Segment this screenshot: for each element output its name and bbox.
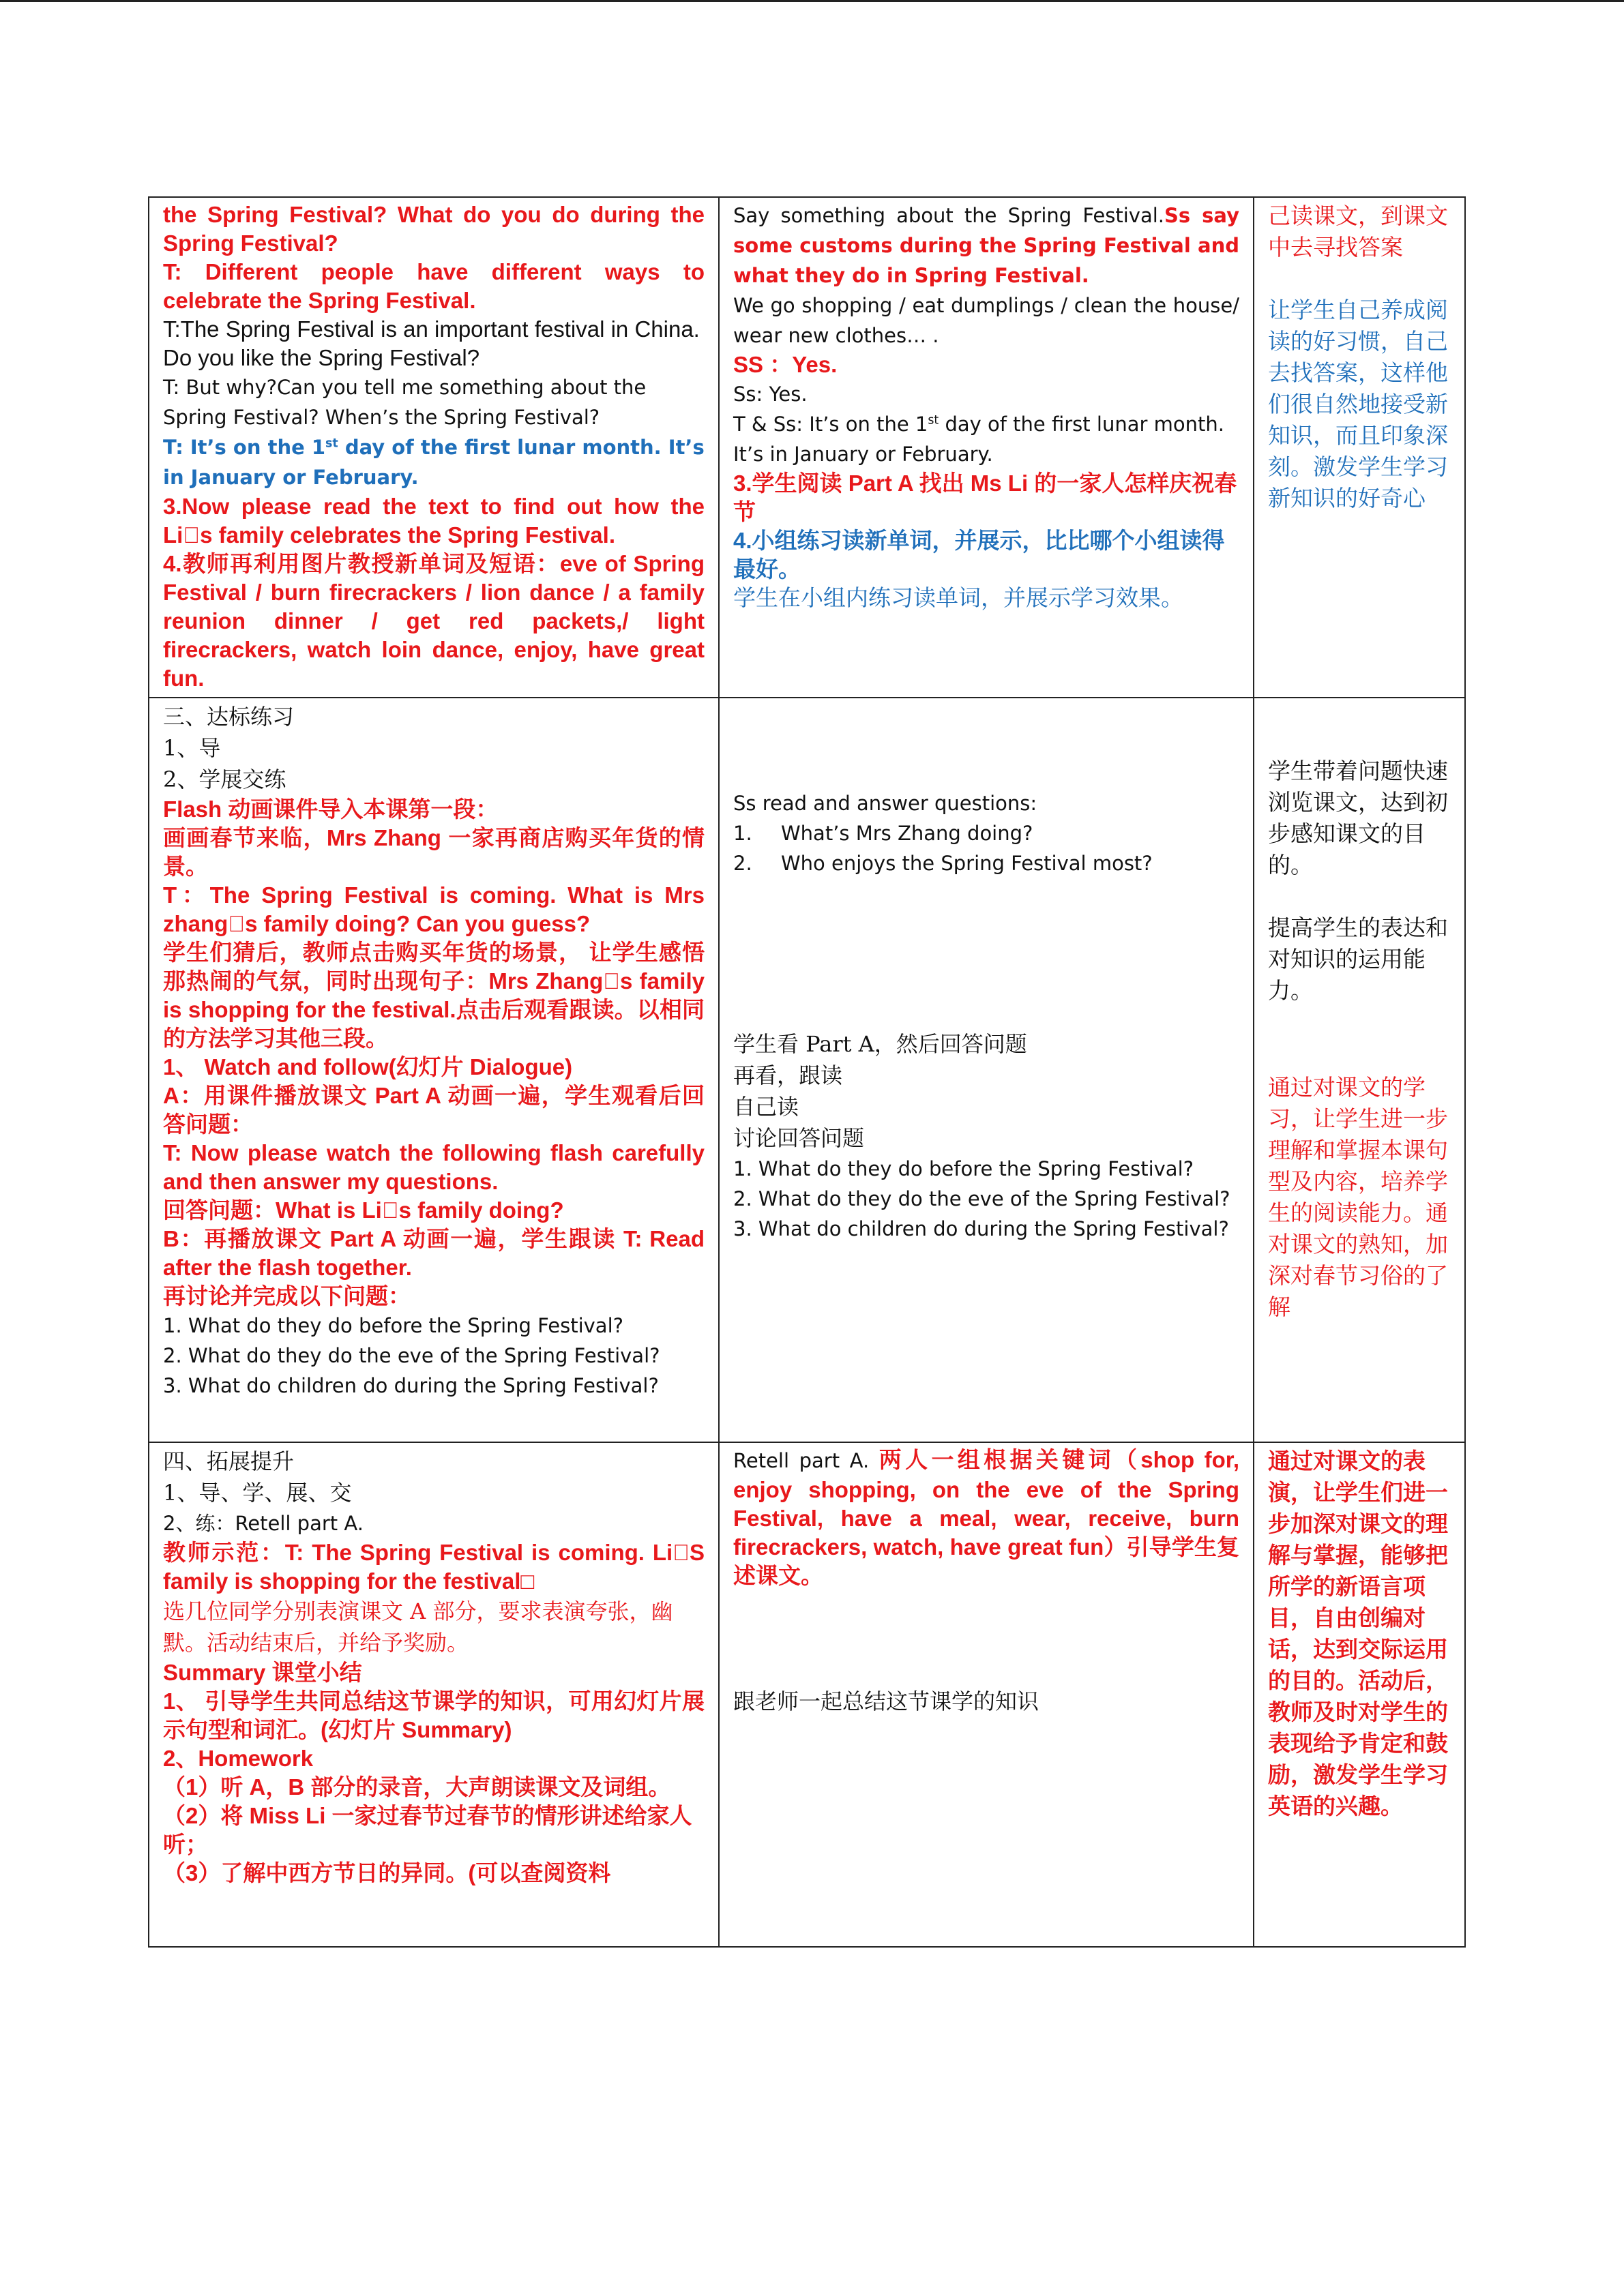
text-line: 1、导、学、展、交 bbox=[163, 1480, 352, 1506]
text-line: 跟老师一起总结这节课学的知识 bbox=[733, 1688, 1039, 1714]
design-intent-cell bbox=[1254, 698, 1465, 1442]
text-line: 学生在小组内练习读单词，并展示学习效果。 bbox=[733, 585, 1183, 610]
student-activity-cell bbox=[719, 1442, 1254, 1947]
text-line: 通过对课文的学习，让学生进一步理解和掌握本课句型及内容，培养学生的阅读能力。通对课文的熟知，加深对春节习俗的了解 bbox=[1268, 1074, 1448, 1320]
list-item: 2. Who enjoys the Spring Festival most? bbox=[733, 852, 1153, 875]
text-line: the Spring Festival? What do you do during the Spring Festival? bbox=[163, 202, 705, 256]
text-line: T:The Spring Festival is an important festival in China. Do you like the Spring Festival? bbox=[163, 316, 700, 370]
text-line: 自己读 bbox=[733, 1094, 799, 1120]
text-line: （2）将 Miss Li 一家过春节过春节的情形讲述给家人听； bbox=[163, 1803, 692, 1857]
lesson-plan-table bbox=[148, 196, 1466, 1948]
text-line: 3.学生阅读 Part A 找出 Ms Li 的一家人怎样庆祝春节 bbox=[733, 471, 1237, 524]
table-row bbox=[149, 698, 1465, 1442]
list-item: 1. What’s Mrs Zhang doing? bbox=[733, 822, 1033, 845]
question-list bbox=[733, 818, 1239, 878]
table-row bbox=[149, 197, 1465, 698]
text-line: Ss: Yes. bbox=[733, 383, 808, 406]
text-line: 提高学生的表达和对知识的运用能力。 bbox=[1268, 914, 1448, 1004]
text-line: 回答问题：What is Li s family doing? bbox=[163, 1197, 564, 1223]
text-line: Flash 动画课件导入本课第一段： bbox=[163, 796, 499, 822]
text-line: T: It’s on the 1st day of the first lunar month. It’s in January or February. bbox=[163, 436, 705, 489]
text-line: 1、 引导学生共同总结这节课学的知识，可用幻灯片展示句型和词汇。(幻灯片 Summary) bbox=[163, 1688, 705, 1742]
text-line: Summary 课堂小结 bbox=[163, 1660, 362, 1685]
text-line: Say something about the Spring Festival.Ss say some customs during the Spring Festival and what they do in Spring Festival. bbox=[733, 204, 1239, 287]
text-line: 让学生自己养成阅读的好习惯，自己去找答案，这样他们很自然地接受新知识，而且印象深刻。激发学生学习新知识的好奇心 bbox=[1268, 297, 1448, 511]
text-line: 四、拓展提升 bbox=[163, 1448, 295, 1474]
design-intent-cell bbox=[1254, 1442, 1465, 1947]
text-line: Retell part A. 两人一组根据关键词（shop for, enjoy shopping, on the eve of the Spring Festival, have a meal, wear, receive, burn firecrackers, watch, have great fun）引导学生复述课文。 bbox=[733, 1447, 1240, 1588]
table-row bbox=[149, 1442, 1465, 1947]
text-line: 4.教师再利用图片教授新单词及短语：eve of Spring Festival / burn firecrackers / lion dance / a family reunion dinner / get red packets,/ light firecrackers, watch loin dance, enjoy, have great fun. bbox=[163, 551, 705, 691]
text-line: T: But why?Can you tell me something about the Spring Festival? When’s the Spring Festival? bbox=[163, 376, 647, 429]
teacher-activity-cell bbox=[149, 1442, 719, 1947]
text-line: 教师示范：T: The Spring Festival is coming. Li S family is shopping for the festival□ bbox=[163, 1540, 705, 1594]
teacher-activity-cell bbox=[149, 698, 719, 1442]
text-line: Ss read and answer questions: bbox=[733, 792, 1037, 815]
text-line: 1. What do they do before the Spring Festival? bbox=[733, 1157, 1194, 1180]
text-line: 学生看 Part A，然后回答问题 bbox=[733, 1031, 1027, 1057]
text-line: （3）了解中西方节日的异同。(可以查阅资料 bbox=[163, 1860, 611, 1885]
text-line: T：The Spring Festival is coming. What is Mrs zhang s family doing? Can you guess? bbox=[163, 882, 705, 936]
text-line: 选几位同学分别表演课文 A 部分，要求表演夸张，幽默。活动结束后，并给予奖励。 bbox=[163, 1598, 673, 1656]
text-line: 再看，跟读 bbox=[733, 1062, 843, 1088]
text-line: T: Now please watch the following flash carefully and then answer my questions. bbox=[163, 1140, 705, 1194]
text-line: 2、学展交练 bbox=[163, 766, 286, 792]
text-line: SS ：Yes. bbox=[733, 352, 838, 377]
text-line: 1. What do they do before the Spring Festival? bbox=[163, 1314, 624, 1337]
text-line: 3.Now please read the text to find out how the Li s family celebrates the Spring Festival. bbox=[163, 494, 705, 548]
text-line: 再讨论并完成以下问题： bbox=[163, 1283, 411, 1309]
text-line: 三、达标练习 bbox=[163, 704, 295, 730]
text-line: T & Ss: It’s on the 1st day of the first lunar month. It’s in January or February. bbox=[733, 413, 1224, 466]
text-line: 2、练：Retell part A. bbox=[163, 1512, 364, 1535]
design-intent-cell bbox=[1254, 197, 1465, 698]
text-line: B：再播放课文 Part A 动画一遍，学生跟读 T: Read after the flash together. bbox=[163, 1226, 705, 1280]
teacher-activity-cell bbox=[149, 197, 719, 698]
text-line: 4.小组练习读新单词，并展示，比比哪个小组读得最好。 bbox=[733, 528, 1225, 582]
text-line: 2. What do they do the eve of the Spring Festival? bbox=[163, 1344, 660, 1367]
text-line: （1）听 A，B 部分的录音，大声朗读课文及词组。 bbox=[163, 1774, 671, 1800]
text-line: A：用课件播放课文 Part A 动画一遍，学生观看后回答问题： bbox=[163, 1083, 705, 1137]
text-line: 2、Homework bbox=[163, 1746, 314, 1771]
text-line: 1、导 bbox=[163, 735, 221, 761]
student-activity-cell bbox=[719, 698, 1254, 1442]
text-line: 通过对课文的表演，让学生们进一步加深对课文的理解与掌握，能够把所学的新语言项目，自由创编对话，达到交际运用的目的。活动后，教师及时对学生的表现给予肯定和鼓励，激发学生学习英语的兴趣。 bbox=[1268, 1448, 1448, 1819]
text-line: 己读课文，到课文中去寻找答案 bbox=[1268, 203, 1448, 260]
text-line: 2. What do they do the eve of the Spring Festival? bbox=[733, 1187, 1230, 1210]
text-line: 画画春节来临，Mrs Zhang 一家再商店购买年货的情景。 bbox=[163, 825, 705, 879]
text-line: 3. What do children do during the Spring Festival? bbox=[733, 1217, 1229, 1240]
text-line: T: Different people have different ways to celebrate the Spring Festival. bbox=[163, 259, 705, 313]
text-line: 1、 Watch and follow(幻灯片 Dialogue) bbox=[163, 1054, 573, 1079]
student-activity-cell bbox=[719, 197, 1254, 698]
text-line: 讨论回答问题 bbox=[733, 1125, 865, 1151]
text-line: 3. What do children do during the Spring Festival? bbox=[163, 1374, 659, 1397]
text-line: 学生们猜后，教师点击购买年货的场景， 让学生感悟那热闹的气氛，同时出现句子：Mrs Zhang s family is shopping for the festival.点击后观看跟读。以相同的方法学习其他三段。 bbox=[163, 940, 705, 1051]
text-line: We go shopping / eat dumplings / clean the house/ wear new clothes… . bbox=[733, 294, 1239, 347]
top-border bbox=[0, 0, 1624, 2]
text-line: 学生带着问题快速浏览课文，达到初步感知课文的目的。 bbox=[1268, 758, 1448, 878]
